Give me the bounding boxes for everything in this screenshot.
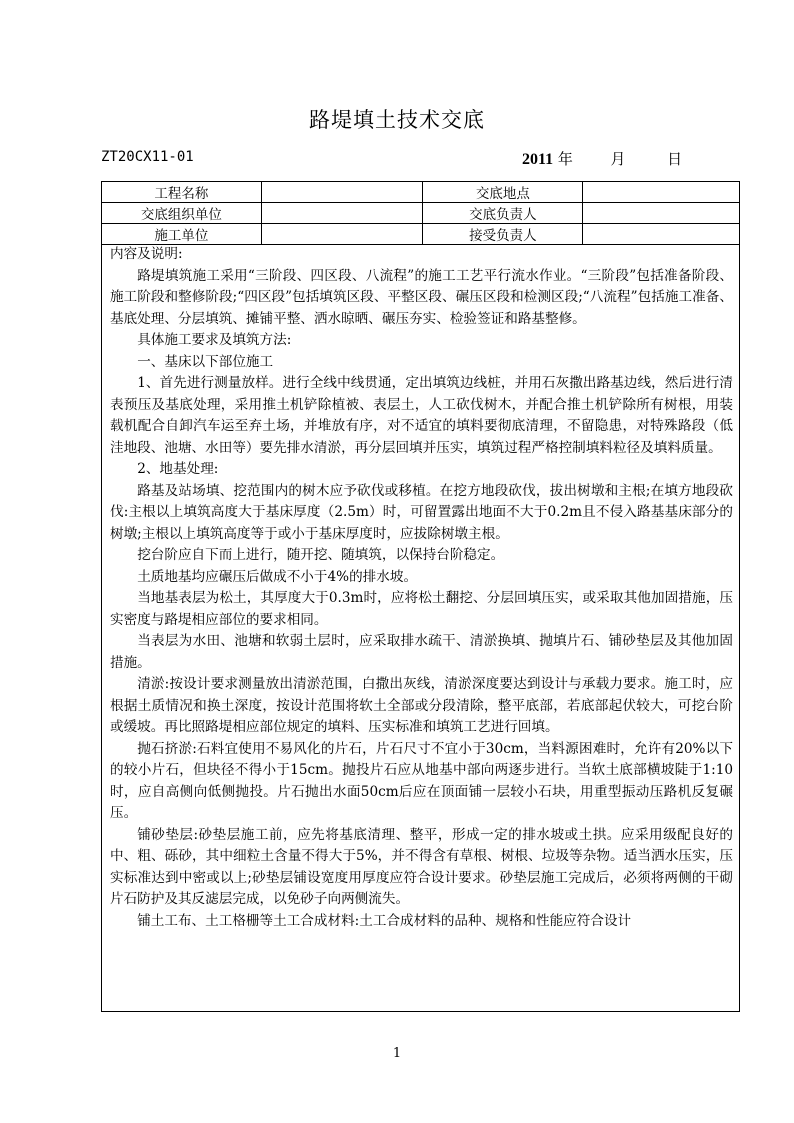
content-paragraph: 土质地基均应碾压后做成不小于4%的排水坡。 bbox=[137, 568, 418, 585]
content-paragraph: 2、地基处理: bbox=[137, 461, 219, 477]
meta-label: 交底组织单位 bbox=[102, 203, 262, 224]
date-month-unit: 月 bbox=[610, 150, 626, 168]
document-code: ZT20CX11-01 bbox=[101, 149, 194, 165]
content-paragraph: 挖台阶应自下而上进行，随开挖、随填筑，以保持台阶稳定。 bbox=[137, 547, 505, 563]
date-day-unit: 日 bbox=[667, 150, 683, 168]
content-paragraph: 当地基表层为松土，其厚度大于0.3m时，应将松土翻挖、分层回填压实，或采取其他加固措施，压实密度与路堤相应部位的要求相同。 bbox=[110, 590, 733, 628]
meta-value[interactable] bbox=[583, 182, 740, 203]
content-paragraph: 抛石挤淤:石料宜使用不易风化的片石，片石尺寸不宜小于30cm，当料源困难时，允许有20%以下的较小片石，但块径不得小于15cm。抛投片石应从地基中部向两逐步进行。当软土底部横坡陡于1:10时，应自高侧向低侧抛投。片石抛出水面50cm后应在顶面铺一层较小石块，用重型振动压路机反复碾压。 bbox=[110, 740, 733, 821]
meta-value[interactable] bbox=[583, 203, 740, 224]
meta-value[interactable] bbox=[261, 203, 423, 224]
content-paragraph: 铺砂垫层:砂垫层施工前，应先将基底清理、整平，形成一定的排水坡或土拱。应采用级配良好的中、粗、砾砂，其中细粒土含量不得大于5%，并不得含有草根、树根、垃圾等杂物。适当洒水压实，压实标准达到中密或以上;砂垫层铺设宽度用厚度应符合设计要求。砂垫层施工完成后，必须将两侧的干砌片石防护及其反滤层完成，以免砂子向两侧流失。 bbox=[110, 826, 733, 907]
content-paragraph: 路基及站场填、挖范围内的树木应予砍伐或移植。在挖方地段砍伐，拔出树墩和主根;在填方地段砍伐:主根以上填筑高度大于基床厚度（2.5m）时，可留置露出地面不大于0.2m且不侵入路基基床部分的树墩;主根以上填筑高度等于或小于基床厚度时，应拔除树墩主根。 bbox=[110, 482, 733, 542]
meta-value[interactable] bbox=[261, 182, 423, 203]
meta-table bbox=[101, 181, 740, 245]
document-date bbox=[522, 148, 682, 169]
date-year: 2011 bbox=[522, 151, 554, 168]
document-title: 路堤填土技术交底 bbox=[309, 108, 485, 132]
meta-label: 交底负责人 bbox=[423, 203, 583, 224]
meta-row bbox=[102, 182, 740, 203]
content-box bbox=[101, 242, 740, 1012]
meta-label: 施工单位 bbox=[102, 224, 262, 245]
meta-row bbox=[102, 203, 740, 224]
page-number: 1 bbox=[392, 1046, 402, 1061]
content-paragraph: 当表层为水田、池塘和软弱土层时，应采取排水疏干、清淤换填、抛填片石、铺砂垫层及其他加固措施。 bbox=[110, 633, 733, 671]
meta-label: 交底地点 bbox=[423, 182, 583, 203]
content-paragraph: 一、基床以下部位施工 bbox=[137, 353, 274, 370]
content-paragraph: 1、首先进行测量放样。进行全线中线贯通，定出填筑边线桩，并用石灰撒出路基边线，然后进行清表预压及基底处理，采用推土机铲除植被、表层土，人工砍伐树木，并配合推土机铲除所有树根，用装载机配合自卸汽车运至弃土场，并堆放有序，对不适宜的填料要彻底清理，不留隐患，对特殊路段（低洼地段、池塘、水田等）要先排水清淤，再分层回填并压实，填筑过程严格控制填料粒径及填料质量。 bbox=[110, 375, 733, 456]
content-paragraph: 具体施工要求及填筑方法: bbox=[137, 332, 292, 348]
content-paragraph: 路堤填筑施工采用“三阶段、四区段、八流程”的施工工艺平行流水作业。“三阶段”包括准备阶段、施工阶段和整修阶段;“四区段”包括填筑区段、平整区段、碾压区段和检测区段;“八流程”包括施工准备、基底处理、分层填筑、摊铺平整、洒水晾晒、碾压夯实、检验签证和路基整修。 bbox=[110, 267, 733, 327]
meta-label: 工程名称 bbox=[102, 182, 262, 203]
meta-label: 接受负责人 bbox=[423, 224, 583, 245]
date-year-unit: 年 bbox=[557, 150, 573, 168]
content-paragraph: 清淤:按设计要求测量放出清淤范围，白撒出灰线，清淤深度要达到设计与承载力要求。施工时，应根据土质情况和换土深度，按设计范围将软土全部或分段清除，整平底部，若底部起伏较大，可挖台阶或缓坡。再比照路堤相应部位规定的填料、压实标准和填筑工艺进行回填。 bbox=[110, 676, 733, 735]
content-heading: 内容及说明: bbox=[110, 246, 183, 262]
content-paragraph: 铺土工布、土工格栅等土工合成材料:土工合成材料的品种、规格和性能应符合设计 bbox=[137, 912, 632, 929]
